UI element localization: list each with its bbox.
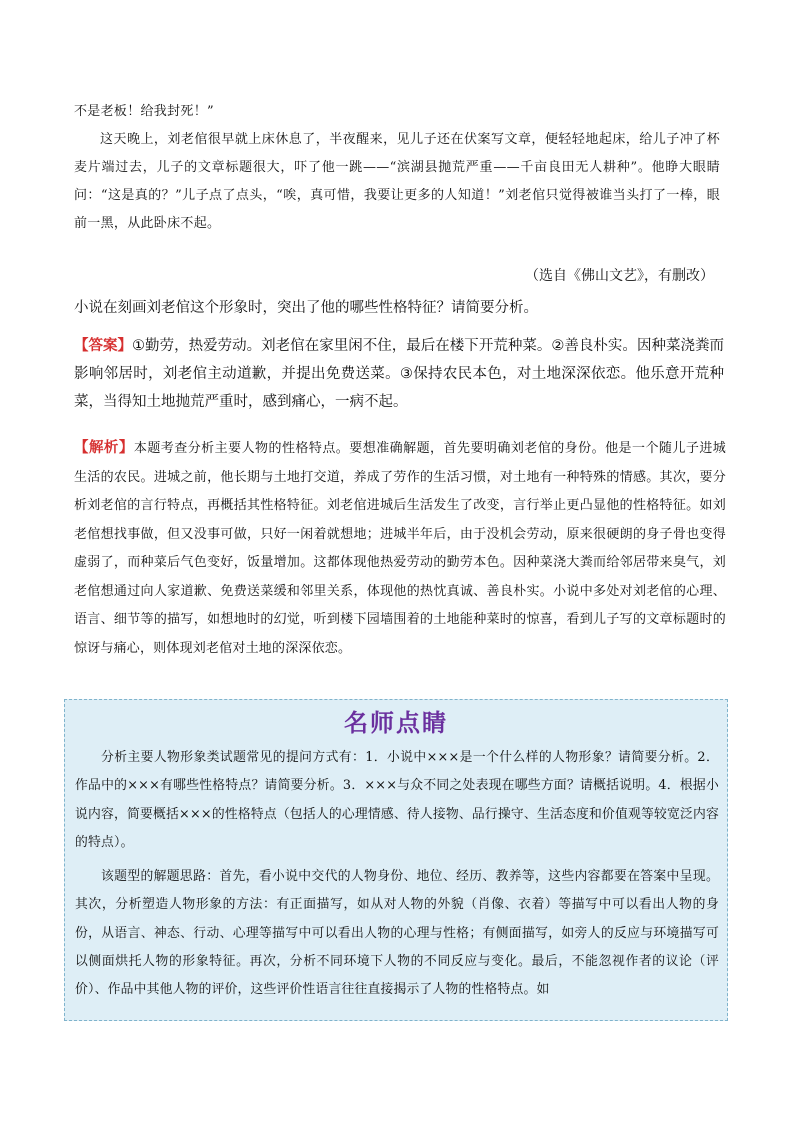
tips-paragraph-1: 分析主要人物形象类试题常见的提问方式有：1．小说中×××是一个什么样的人物形象？请简要分析。2．作品中的×××有哪些性格特点？请简要分析。3．×××与众不同之处表现在哪些方面？请概括说明。4．根据小说内容，简要概括×××的性格特点（包括人的心理情感、待人接物、品行操守、生活态度和价值观等较宽泛内容的特点）。 bbox=[75, 750, 719, 850]
story-paragraph: 这天晚上，刘老倌很早就上床休息了，半夜醒来，见儿子还在伏案写文章，便轻轻地起床，给儿子冲了杯麦片端过去，儿子的文章标题很大，吓了他一跳——“滨湖县抛荒严重——千亩良田无人耕种”。他睁大眼睛问：“这是真的？”儿子点了点头，“唉，真可惜，我要让更多的人知道！”刘老倌只觉得被谁当头打了一棒，眼前一黑，从此卧床不起。 bbox=[74, 132, 720, 231]
analysis-block bbox=[74, 434, 726, 663]
source-citation: （选自《佛山文艺》，有删改） bbox=[525, 268, 714, 284]
analysis-text: 本题考查分析主要人物的性格特点。要想准确解题，首先要明确刘老倌的身份。他是一个随儿子进城生活的农民。进城之前，他长期与土地打交道，养成了劳作的生活习惯，对土地有一种特殊的情感。其次，要分析刘老倌的言行特点，再概括其性格特征。刘老倌进城后生活发生了改变，言行举止更凸显他的性格特征。如刘老倌想找事做，但又没事可做，只好一闲着就想地；进城半年后，由于没机会劳动，原来很硬朗的身子骨也变得虚弱了，而种菜后气色变好，饭量增加。这都体现他热爱劳动的勤劳本色。因种菜浇大粪而给邻居带来臭气，刘老倌想通过向人家道歉、免费送菜缓和邻里关系，体现他的热忱真诚、善良朴实。小说中多处对刘老倌的心理、语言、细节等的描写，如想地时的幻觉，听到楼下园墙围着的土地能种菜时的惊喜，看到儿子写的文章标题时的惊讶与痛心，则体现刘老倌对土地的深深依恋。 bbox=[74, 441, 726, 656]
tips-body bbox=[75, 744, 719, 1005]
answer-text: ①勤劳，热爱劳动。刘老倌在家里闲不住，最后在楼下开荒种菜。②善良朴实。因种菜浇粪而影响邻居时，刘老倌主动道歉，并提出免费送菜。③保持农民本色，对土地深深依恋。他乐意开荒种菜，当得知土地抛荒严重时，感到痛心，一病不起。 bbox=[74, 338, 724, 410]
answer-block bbox=[74, 332, 724, 416]
story-excerpt bbox=[74, 98, 720, 238]
story-line-first: 不是老板！给我封死！” bbox=[74, 104, 214, 119]
tips-paragraph-2: 该题型的解题思路：首先，看小说中交代的人物身份、地位、经历、教养等，这些内容都要在答案中呈现。其次，分析塑造人物形象的方法：有正面描写，如从对人物的外貌（肖像、衣着）等描写中可以看出人物的身份，从语言、神态、行动、心理等描写中可以看出人物的心理与性格；有侧面描写，如旁人的反应与环境描写可以侧面烘托人物的形象特征。再次，分析不同环境下人物的不同反应与变化。最后，不能忽视作者的议论（评价）、作品中其他人物的评价，这些评价性语言往往直接揭示了人物的性格特点。如 bbox=[75, 869, 719, 998]
tips-box bbox=[64, 699, 728, 1021]
answer-tag: 【答案】 bbox=[74, 338, 133, 354]
analysis-tag: 【解析】 bbox=[74, 440, 134, 456]
tips-title: 名师点睛 bbox=[344, 709, 448, 737]
question-text: 小说在刻画刘老倌这个形象时，突出了他的哪些性格特征？请简要分析。 bbox=[74, 300, 538, 316]
